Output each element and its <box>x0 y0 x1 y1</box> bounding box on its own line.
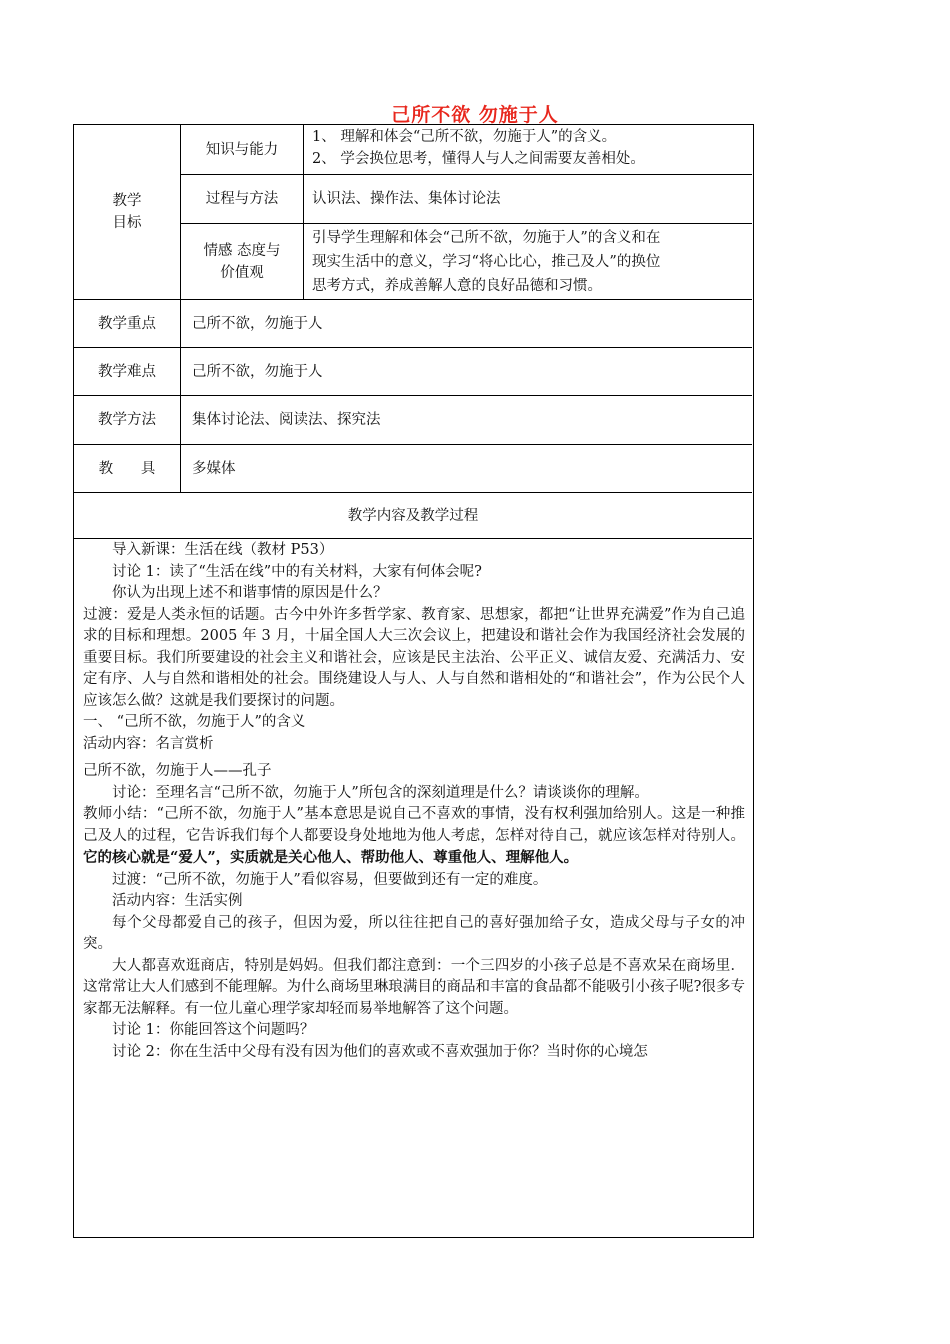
goal-line: 现实生活中的意义，学习“将心比心，推己及人”的换位 <box>312 254 661 270</box>
paragraph: 讨论 2：你在生活中父母有没有因为他们的喜欢或不喜欢强加于你？当时你的心境怎 <box>112 1043 648 1060</box>
key-point-value: 己所不欲，勿施于人 <box>192 315 323 332</box>
table-rule <box>303 124 304 299</box>
goal-row-content <box>312 126 748 173</box>
paragraph: 活动内容：名言赏析 <box>83 735 214 752</box>
paragraph: 过渡：“己所不欲，勿施于人”看似容易，但要做到还有一定的难度。 <box>112 871 548 888</box>
quote: 己所不欲，勿施于人——孔子 <box>83 763 272 779</box>
method-label: 教学方法 <box>98 412 156 428</box>
goal-line: 认识法、操作法、集体讨论法 <box>312 191 501 207</box>
method-value: 集体讨论法、阅读法、探究法 <box>192 412 381 428</box>
paragraph: 每个父母都爱自己的孩子，但因为爱，所以往往把自己的喜好强加给子女，造成父母与子女的冲突。 <box>83 914 745 952</box>
paragraph: 讨论 1：你能回答这个问题吗？ <box>112 1022 315 1038</box>
goal-row-content <box>312 226 748 298</box>
paragraph <box>83 804 745 870</box>
paragraph: 讨论：至理名言“己所不欲，勿施于人”所包含的深刻道理是什么？请谈谈你的理解。 <box>112 784 649 801</box>
difficulty-label: 教学难点 <box>98 363 156 380</box>
goal-line: 1、 理解和体会“己所不欲，勿施于人”的含义。 <box>312 129 617 145</box>
key-point-label: 教学重点 <box>98 315 156 332</box>
tools-value: 多媒体 <box>192 460 236 477</box>
goal-row-label: 知识与能力 <box>205 141 279 158</box>
paragraph: 你认为出现上述不和谐事情的原因是什么？ <box>112 585 388 601</box>
page-title: 己所不欲 勿施于人 <box>391 104 559 126</box>
section-heading: 一、 “己所不欲，勿施于人”的含义 <box>83 714 306 730</box>
table-rule <box>73 538 752 539</box>
difficulty-value: 己所不欲，勿施于人 <box>192 363 323 380</box>
goal-line: 2、 学会换位思考，懂得人与人之间需要友善相处。 <box>312 151 645 167</box>
paragraph: 活动内容：生活实例 <box>112 893 243 909</box>
summary-emphasis: 它的核心就是“爱人”，实质就是关心他人、帮助他人、尊重他人、理解他人。 <box>83 849 579 866</box>
lesson-process-content <box>83 540 745 1063</box>
table-rule <box>180 299 181 492</box>
paragraph: 导入新课：生活在线（教材 P53） <box>112 542 334 558</box>
goals-label: 教学 目标 <box>112 193 142 231</box>
goal-row-label: 过程与方法 <box>205 191 279 207</box>
process-header: 教学内容及教学过程 <box>347 507 479 524</box>
goal-line: 引导学生理解和体会“己所不欲，勿施于人”的含义和在 <box>312 230 661 246</box>
paragraph: 讨论 1：读了“生活在线”中的有关材料，大家有何体会呢? <box>112 563 482 580</box>
goal-row-label: 情感 态度与 价值观 <box>203 242 281 281</box>
summary-text: 教师小结：“己所不欲，勿施于人”基本意思是说自己不喜欢的事情，没有权利强加给别人。这是一种推己及人的过程，它告诉我们每个人都要设身处地地为他人考虑，怎样对待自己，就应该怎样对待别人。 <box>83 806 745 844</box>
goal-row-content <box>312 175 748 223</box>
tools-label: 教 具 <box>98 460 156 477</box>
goal-line: 思考方式，养成善解人意的良好品德和习惯。 <box>312 278 602 294</box>
paragraph: 大人都喜欢逛商店，特别是妈妈。但我们都注意到：一个三四岁的小孩子总是不喜欢呆在商场里．这常常让大人们感到不能理解。为什么商场里琳琅满目的商品和丰富的食品都不能吸引小孩子呢?很多专家都无法解释。有一位儿童心理学家却轻而易举地解答了这个问题。 <box>83 957 745 1017</box>
paragraph: 过渡：爱是人类永恒的话题。古今中外许多哲学家、教育家、思想家，都把“让世界充满爱”作为自己追求的目标和理想。2005 年 3 月，十届全国人大三次会议上，把建设和谐社会作为我国经济社会发展的重要目标。我们所要建设的社会主义和谐社会，应该是民主法治、公平正义、诚信友爱、充满活力、安定有序、人与自然和谐相处的社会。围绕建设人与人、人与自然和谐相处的“和谐社会”，作为公民个人应该怎么做？这就是我们要探讨的问题。 <box>83 606 745 709</box>
